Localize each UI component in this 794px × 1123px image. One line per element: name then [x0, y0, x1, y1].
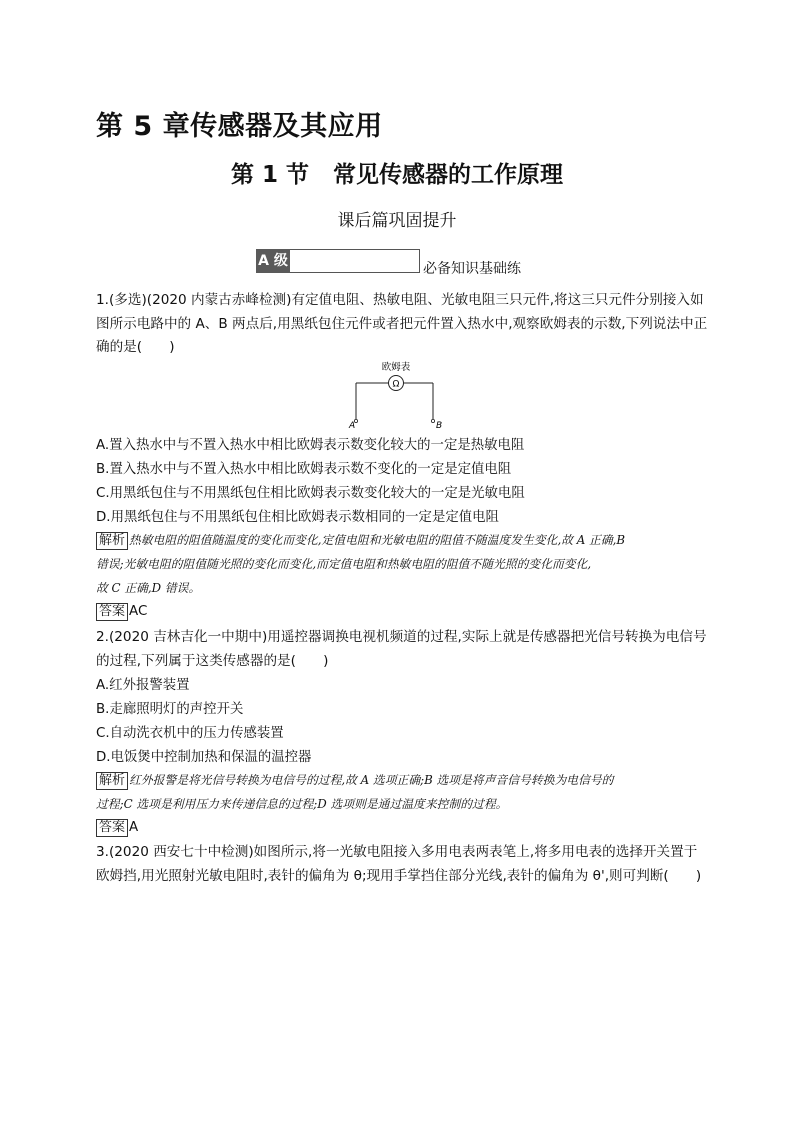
analysis-tag: 解析 [96, 532, 128, 550]
q1-analysis-line-3: 故 C 正确,D 错误。 [96, 581, 201, 595]
q1-analysis-line-1: 热敏电阻的阻值随温度的变化而变化,定值电阻和光敏电阻的阻值不随温度发生变化,故 A 正确,B [129, 533, 626, 547]
q1-analysis-line-2: 错误;光敏电阻的阻值随光照的变化而变化,而定值电阻和热敏电阻的阻值不随光照的变化而变化, [96, 557, 592, 571]
question-1-text: 1.(多选)(2020 内蒙古赤峰检测)有定值电阻、热敏电阻、光敏电阻三只元件,将这三只元件分别接入如图所示电路中的 A、B 两点后,用黑纸包住元件或者把元件置入热水中,观察欧姆表的示数,下列说法中正确的是( ) [96, 292, 708, 355]
q2-option-b: B.走廊照明灯的声控开关 [96, 702, 244, 717]
q1-answer-value: AC [129, 604, 148, 619]
level-label: 必备知识基础练 [423, 261, 521, 277]
q1-option-c: C.用黑纸包住与不用黑纸包住相比欧姆表示数变化较大的一定是光敏电阻 [96, 486, 525, 501]
chapter-title: 第 5 章传感器及其应用 [96, 111, 383, 142]
answer-tag: 答案 [96, 819, 128, 837]
terminal-b-icon [431, 419, 434, 422]
section-heading [0, 156, 794, 189]
question-3-text: 3.(2020 西安七十中检测)如图所示,将一光敏电阻接入多用电表两表笔上,将多用电表的选择开关置于欧姆挡,用光照射光敏电阻时,表针的偏角为 θ;现用手掌挡住部分光线,表针的偏角为 θ',则可判断( ) [96, 844, 702, 884]
q2-option-c: C.自动洗衣机中的压力传感装置 [96, 726, 284, 741]
point-a-label: A [349, 421, 356, 430]
q2-analysis-line-1: 红外报警是将光信号转换为电信号的过程,故 A 选项正确;B 选项是将声音信号转换为电信号的 [129, 773, 614, 787]
answer-tag: 答案 [96, 603, 128, 621]
q2-answer-value: A [129, 820, 139, 835]
q1-answer [96, 603, 147, 621]
ohmmeter-circuit-figure [344, 358, 448, 430]
q2-option-a: A.红外报警装置 [96, 678, 190, 693]
q2-analysis-line-2: 过程;C 选项是利用压力来传递信息的过程;D 选项则是通过温度来控制的过程。 [96, 797, 508, 811]
q1-option-a: A.置入热水中与不置入热水中相比欧姆表示数变化较大的一定是热敏电阻 [96, 438, 525, 453]
level-tag: A 级 [256, 249, 290, 273]
question-2-text: 2.(2020 吉林吉化一中期中)用遥控器调换电视机频道的过程,实际上就是传感器把光信号转换为电信号的过程,下列属于这类传感器的是( ) [96, 629, 707, 669]
q2-answer [96, 819, 138, 837]
section-number: 第 1 节 [230, 162, 310, 188]
page-subtitle: 课后篇巩固提升 [337, 211, 457, 231]
q2-analysis [96, 768, 716, 816]
ohm-symbol: Ω [392, 379, 400, 390]
point-b-label: B [436, 421, 443, 430]
analysis-tag: 解析 [96, 772, 128, 790]
ohmmeter-label: 欧姆表 [381, 362, 411, 373]
q2-option-d: D.电饭煲中控制加热和保温的温控器 [96, 750, 312, 765]
q1-option-b: B.置入热水中与不置入热水中相比欧姆表示数不变化的一定是定值电阻 [96, 462, 512, 477]
q1-analysis [96, 528, 716, 600]
q1-option-d: D.用黑纸包住与不用黑纸包住相比欧姆表示数相同的一定是定值电阻 [96, 510, 499, 525]
section-title: 常见传感器的工作原理 [333, 162, 564, 188]
